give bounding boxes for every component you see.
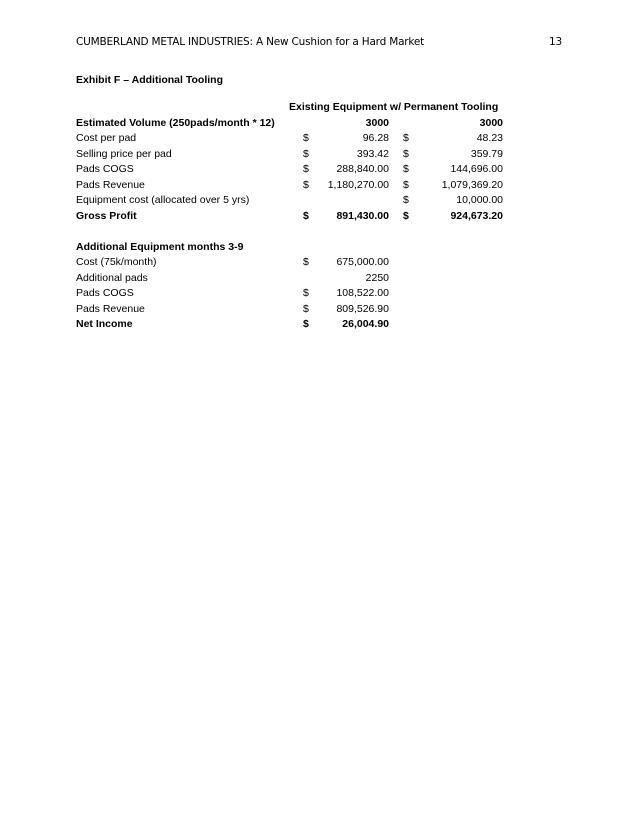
row-label: Cost (75k/month) xyxy=(76,256,157,268)
currency-symbol: $ xyxy=(403,163,409,175)
row-value: 108,522.00 xyxy=(336,287,389,299)
row-value: 1,079,369.20 xyxy=(441,179,503,191)
table-row xyxy=(0,179,638,194)
row-value: 144,696.00 xyxy=(450,163,503,175)
currency-symbol: $ xyxy=(403,194,409,206)
page-header xyxy=(76,36,562,50)
row-value: 891,430.00 xyxy=(336,210,389,222)
row-value: 26,004.90 xyxy=(342,318,389,330)
currency-symbol: $ xyxy=(403,132,409,144)
currency-symbol: $ xyxy=(303,179,309,191)
row-value: 288,840.00 xyxy=(336,163,389,175)
row-label: Estimated Volume (250pads/month * 12) xyxy=(76,117,275,129)
row-label: Selling price per pad xyxy=(76,148,172,160)
currency-symbol: $ xyxy=(303,318,309,330)
currency-symbol: $ xyxy=(303,210,309,222)
row-value: 96.28 xyxy=(362,132,389,144)
row-label: Pads Revenue xyxy=(76,303,145,315)
row-label: Pads COGS xyxy=(76,287,134,299)
row-label: Pads COGS xyxy=(76,163,134,175)
table-row xyxy=(0,194,638,209)
column-headers: Existing Equipment w/ Permanent Tooling xyxy=(289,101,499,113)
table-row xyxy=(0,318,638,333)
page-number: 13 xyxy=(549,36,562,48)
currency-symbol: $ xyxy=(403,210,409,222)
row-value: 675,000.00 xyxy=(336,256,389,268)
currency-symbol: $ xyxy=(303,256,309,268)
currency-symbol: $ xyxy=(303,163,309,175)
row-value: 48.23 xyxy=(476,132,503,144)
table-row xyxy=(0,272,638,287)
table-row xyxy=(0,210,638,225)
currency-symbol: $ xyxy=(303,132,309,144)
table-row xyxy=(0,132,638,147)
row-label: Additional Equipment months 3-9 xyxy=(76,241,244,253)
currency-symbol: $ xyxy=(303,148,309,160)
table-row xyxy=(0,241,638,256)
row-label: Pads Revenue xyxy=(76,179,145,191)
row-value: 2250 xyxy=(365,272,389,284)
row-value: 10,000.00 xyxy=(456,194,503,206)
document-title: CUMBERLAND METAL INDUSTRIES: A New Cushion for a Hard Market xyxy=(76,36,425,48)
row-value: 359.79 xyxy=(470,148,503,160)
row-value: 1,180,270.00 xyxy=(327,179,389,191)
row-value: 924,673.20 xyxy=(450,210,503,222)
table-row xyxy=(0,163,638,178)
row-value: 393.42 xyxy=(356,148,389,160)
row-label: Cost per pad xyxy=(76,132,137,144)
table-row xyxy=(0,148,638,163)
table-row xyxy=(0,287,638,302)
exhibit-title: Exhibit F – Additional Tooling xyxy=(76,74,223,86)
row-label: Equipment cost (allocated over 5 yrs) xyxy=(76,194,250,206)
table-row xyxy=(0,303,638,318)
row-value: 3000 xyxy=(365,117,389,129)
row-label: Net Income xyxy=(76,318,133,330)
row-value: 809,526.90 xyxy=(336,303,389,315)
row-label: Gross Profit xyxy=(76,210,137,222)
currency-symbol: $ xyxy=(403,148,409,160)
table-row xyxy=(0,117,638,132)
currency-symbol: $ xyxy=(403,179,409,191)
row-label: Additional pads xyxy=(76,272,148,284)
currency-symbol: $ xyxy=(303,303,309,315)
row-value: 3000 xyxy=(479,117,503,129)
table-row xyxy=(0,256,638,271)
currency-symbol: $ xyxy=(303,287,309,299)
